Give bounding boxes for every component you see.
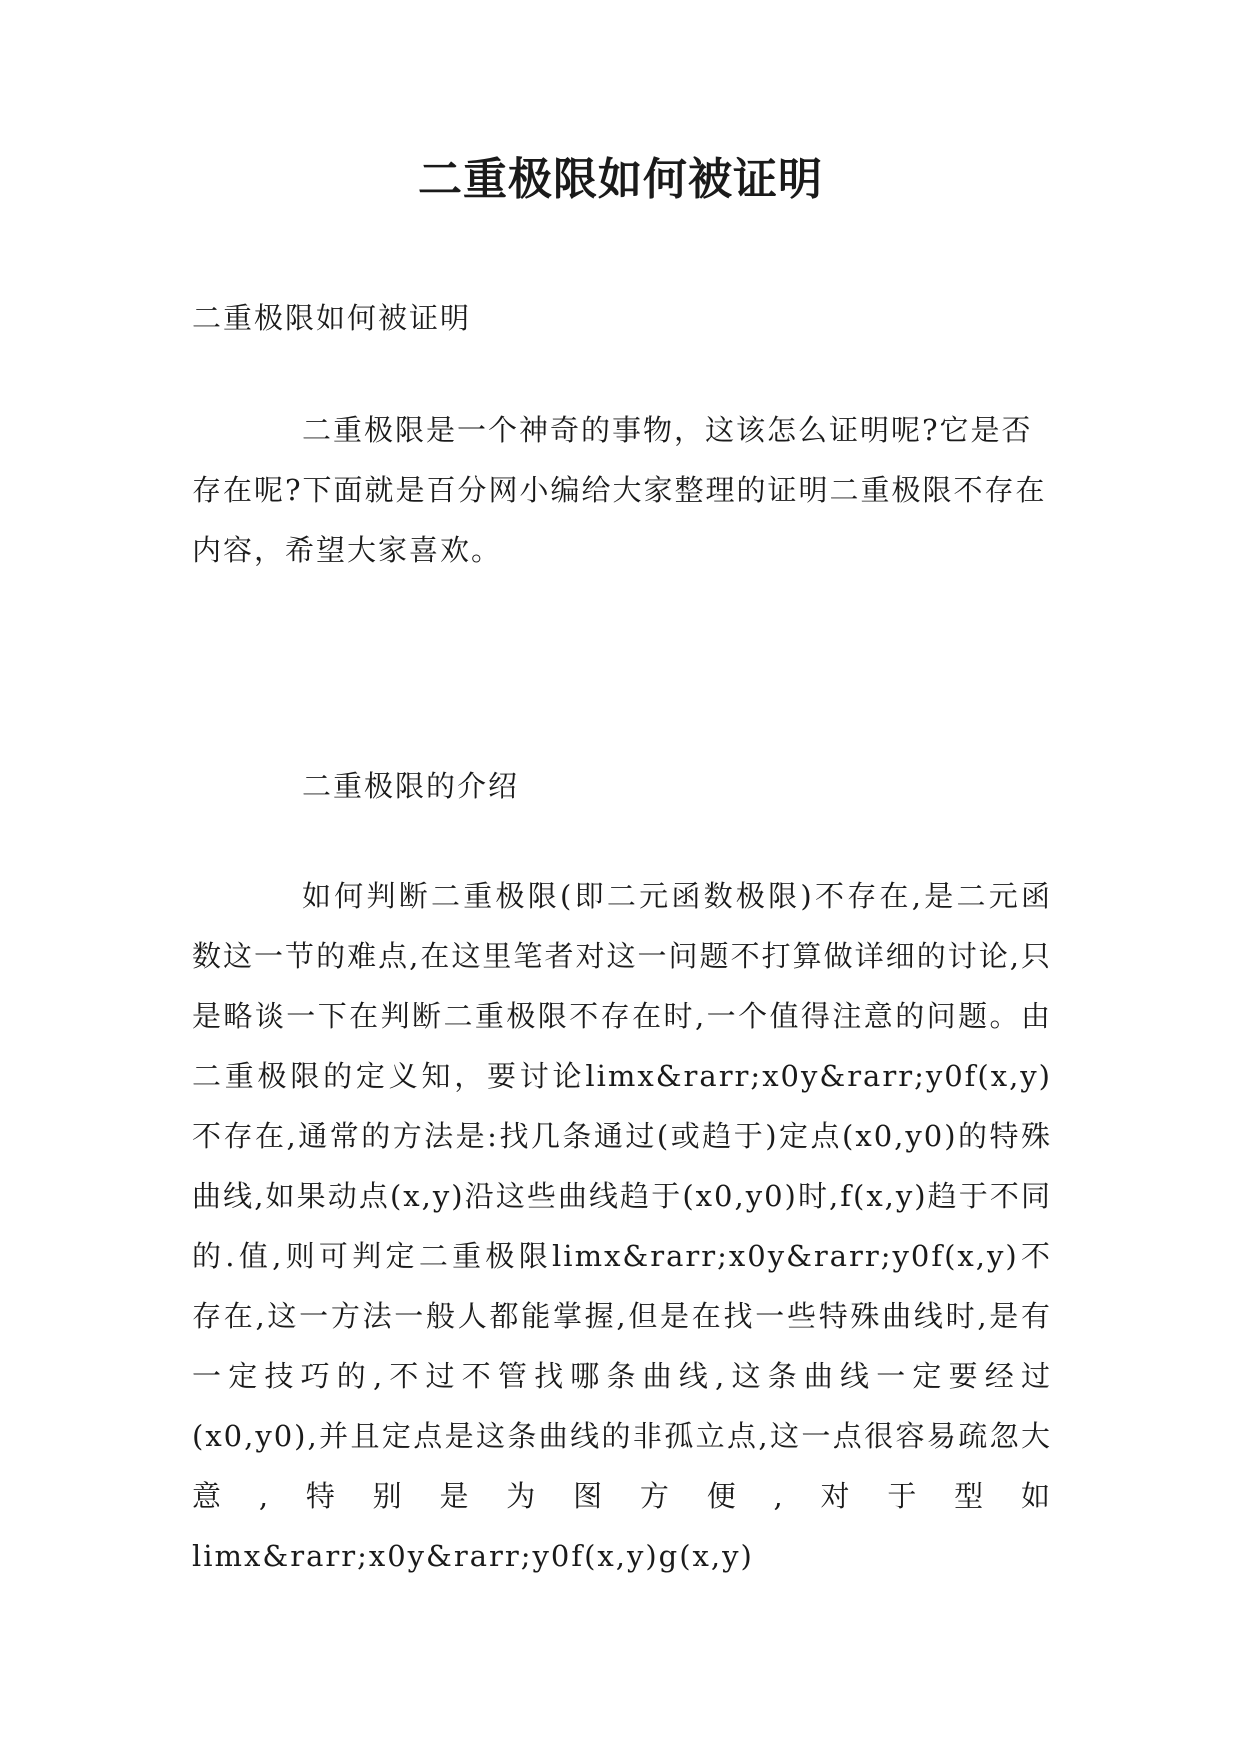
body-paragraph: 如何判断二重极限(即二元函数极限)不存在,是二元函数这一节的难点,在这里笔者对这一问题不打算做详细的讨论,只是略谈一下在判断二重极限不存在时,一个值得注意的问题。由二重极限的定义知，要讨论limx&rarr;x0y&rarr;y0f(x,y)不存在,通常的方法是:找几条通过(或趋于)定点(x0,y0)的特殊曲线,如果动点(x,y)沿这些曲线趋于(x0,y0)时,f(x,y)趋于不同的.值,则可判定二重极限limx&rarr;x0y&rarr;y0f(x,y)不存在,这一方法一般人都能掌握,但是在找一些特殊曲线时,是有一定技巧的,不过不管找哪条曲线,这条曲线一定要经过(x0,y0),并且定点是这条曲线的非孤立点,这一点很容易疏忽大意,特别是为图方便,对于型如limx&rarr;x0y&rarr;y0f(x,y)g(x,y) [192,879,1052,1573]
document-title: 二重极限如何被证明 [418,154,823,205]
document-subtitle: 二重极限如何被证明 [192,301,472,335]
intro-paragraph: 二重极限是一个神奇的事物，这该怎么证明呢?它是否存在呢?下面就是百分网小编给大家整理的证明二重极限不存在内容，希望大家喜欢。 [192,413,1047,567]
section-heading: 二重极限的介绍 [302,769,520,803]
